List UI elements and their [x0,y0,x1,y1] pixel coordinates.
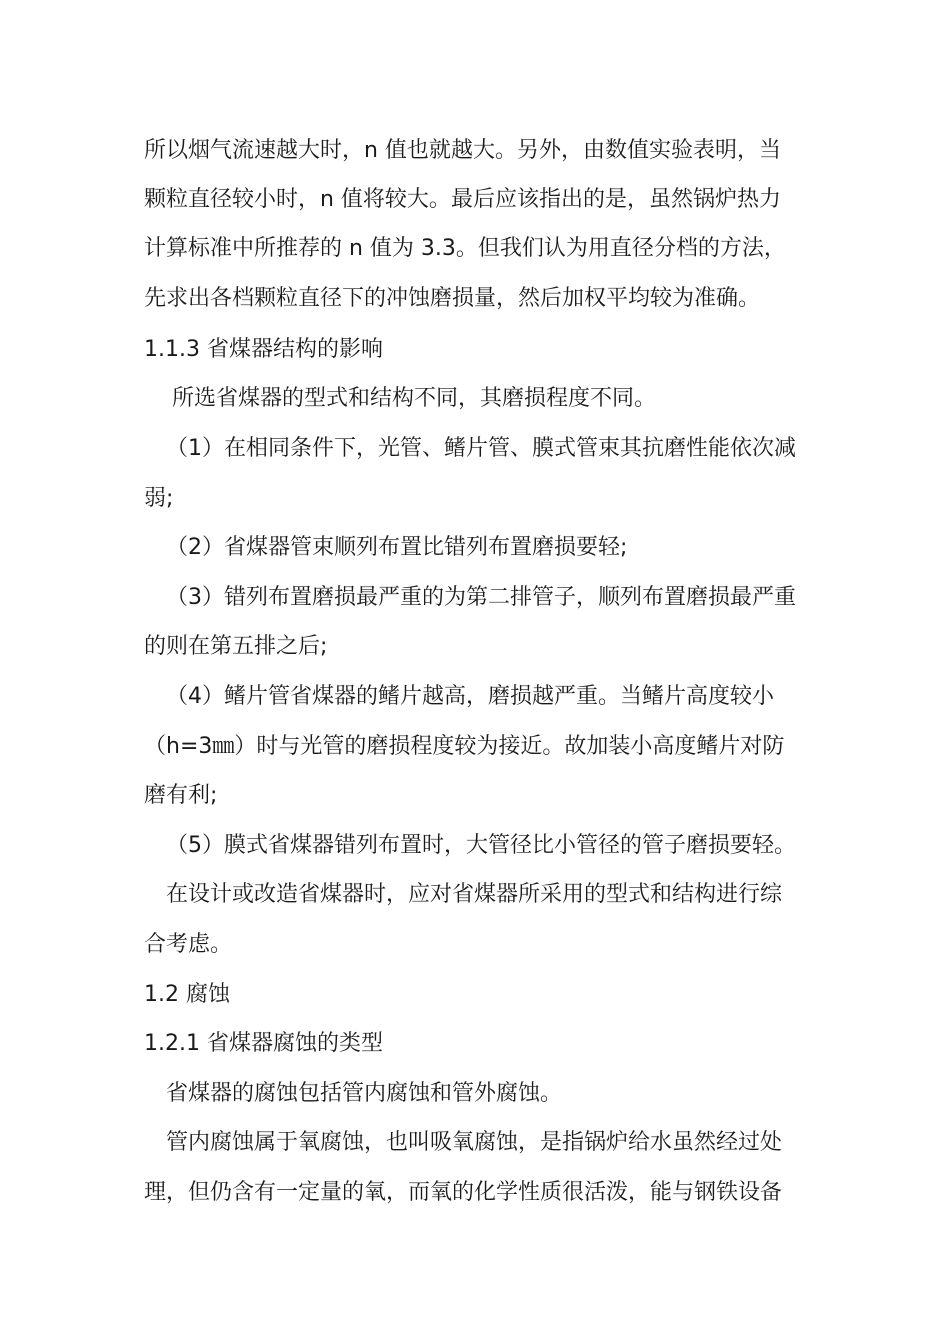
list-item: （2）省煤器管束顺列布置比错列布置磨损要轻; [166,535,628,560]
text-line: 在设计或改造省煤器时，应对省煤器所采用的型式和结构进行综 [166,882,783,907]
text-line: 的则在第五排之后; [144,634,328,659]
text-line: 理，但仍含有一定量的氧，而氧的化学性质很活泼，能与钢铁设备 [144,1180,783,1205]
text-line: 先求出各档颗粒直径下的冲蚀磨损量，然后加权平均较为准确。 [144,286,761,311]
text-line: （h=3㎜）时与光管的磨损程度较为接近。故加装小高度鳍片对防 [144,734,785,759]
list-item: （3）错列布置磨损最严重的为第二排管子，顺列布置磨损最严重 [166,585,796,610]
text-line: 合考虑。 [144,932,233,957]
text-line: 省煤器的腐蚀包括管内腐蚀和管外腐蚀。 [166,1081,563,1106]
list-item: （1）在相同条件下，光管、鳍片管、膜式管束其抗磨性能依次减 [166,436,796,461]
section-heading: 1.2 腐蚀 [144,982,230,1007]
text-line: 所以烟气流速越大时，n 值也就越大。另外，由数值实验表明，当 [144,138,781,163]
text-line: 计算标准中所推荐的 n 值为 3.3。但我们认为用直径分档的方法， [144,236,786,261]
text-line: 管内腐蚀属于氧腐蚀，也叫吸氧腐蚀，是指锅炉给水虽然经过处 [166,1130,783,1155]
list-item: （5）膜式省煤器错列布置时，大管径比小管径的管子磨损要轻。 [166,833,796,858]
text-line: 所选省煤器的型式和结构不同，其磨损程度不同。 [172,386,657,411]
text-line: 颗粒直径较小时，n 值将较大。最后应该指出的是，虽然锅炉热力 [144,187,781,212]
text-line: 弱; [144,486,174,511]
section-heading: 1.2.1 省煤器腐蚀的类型 [144,1031,383,1056]
text-line: 磨有利; [144,783,218,808]
list-item: （4）鳍片管省煤器的鳍片越高，磨损越严重。当鳍片高度较小 [166,684,774,709]
section-heading: 1.1.3 省煤器结构的影响 [144,337,383,362]
